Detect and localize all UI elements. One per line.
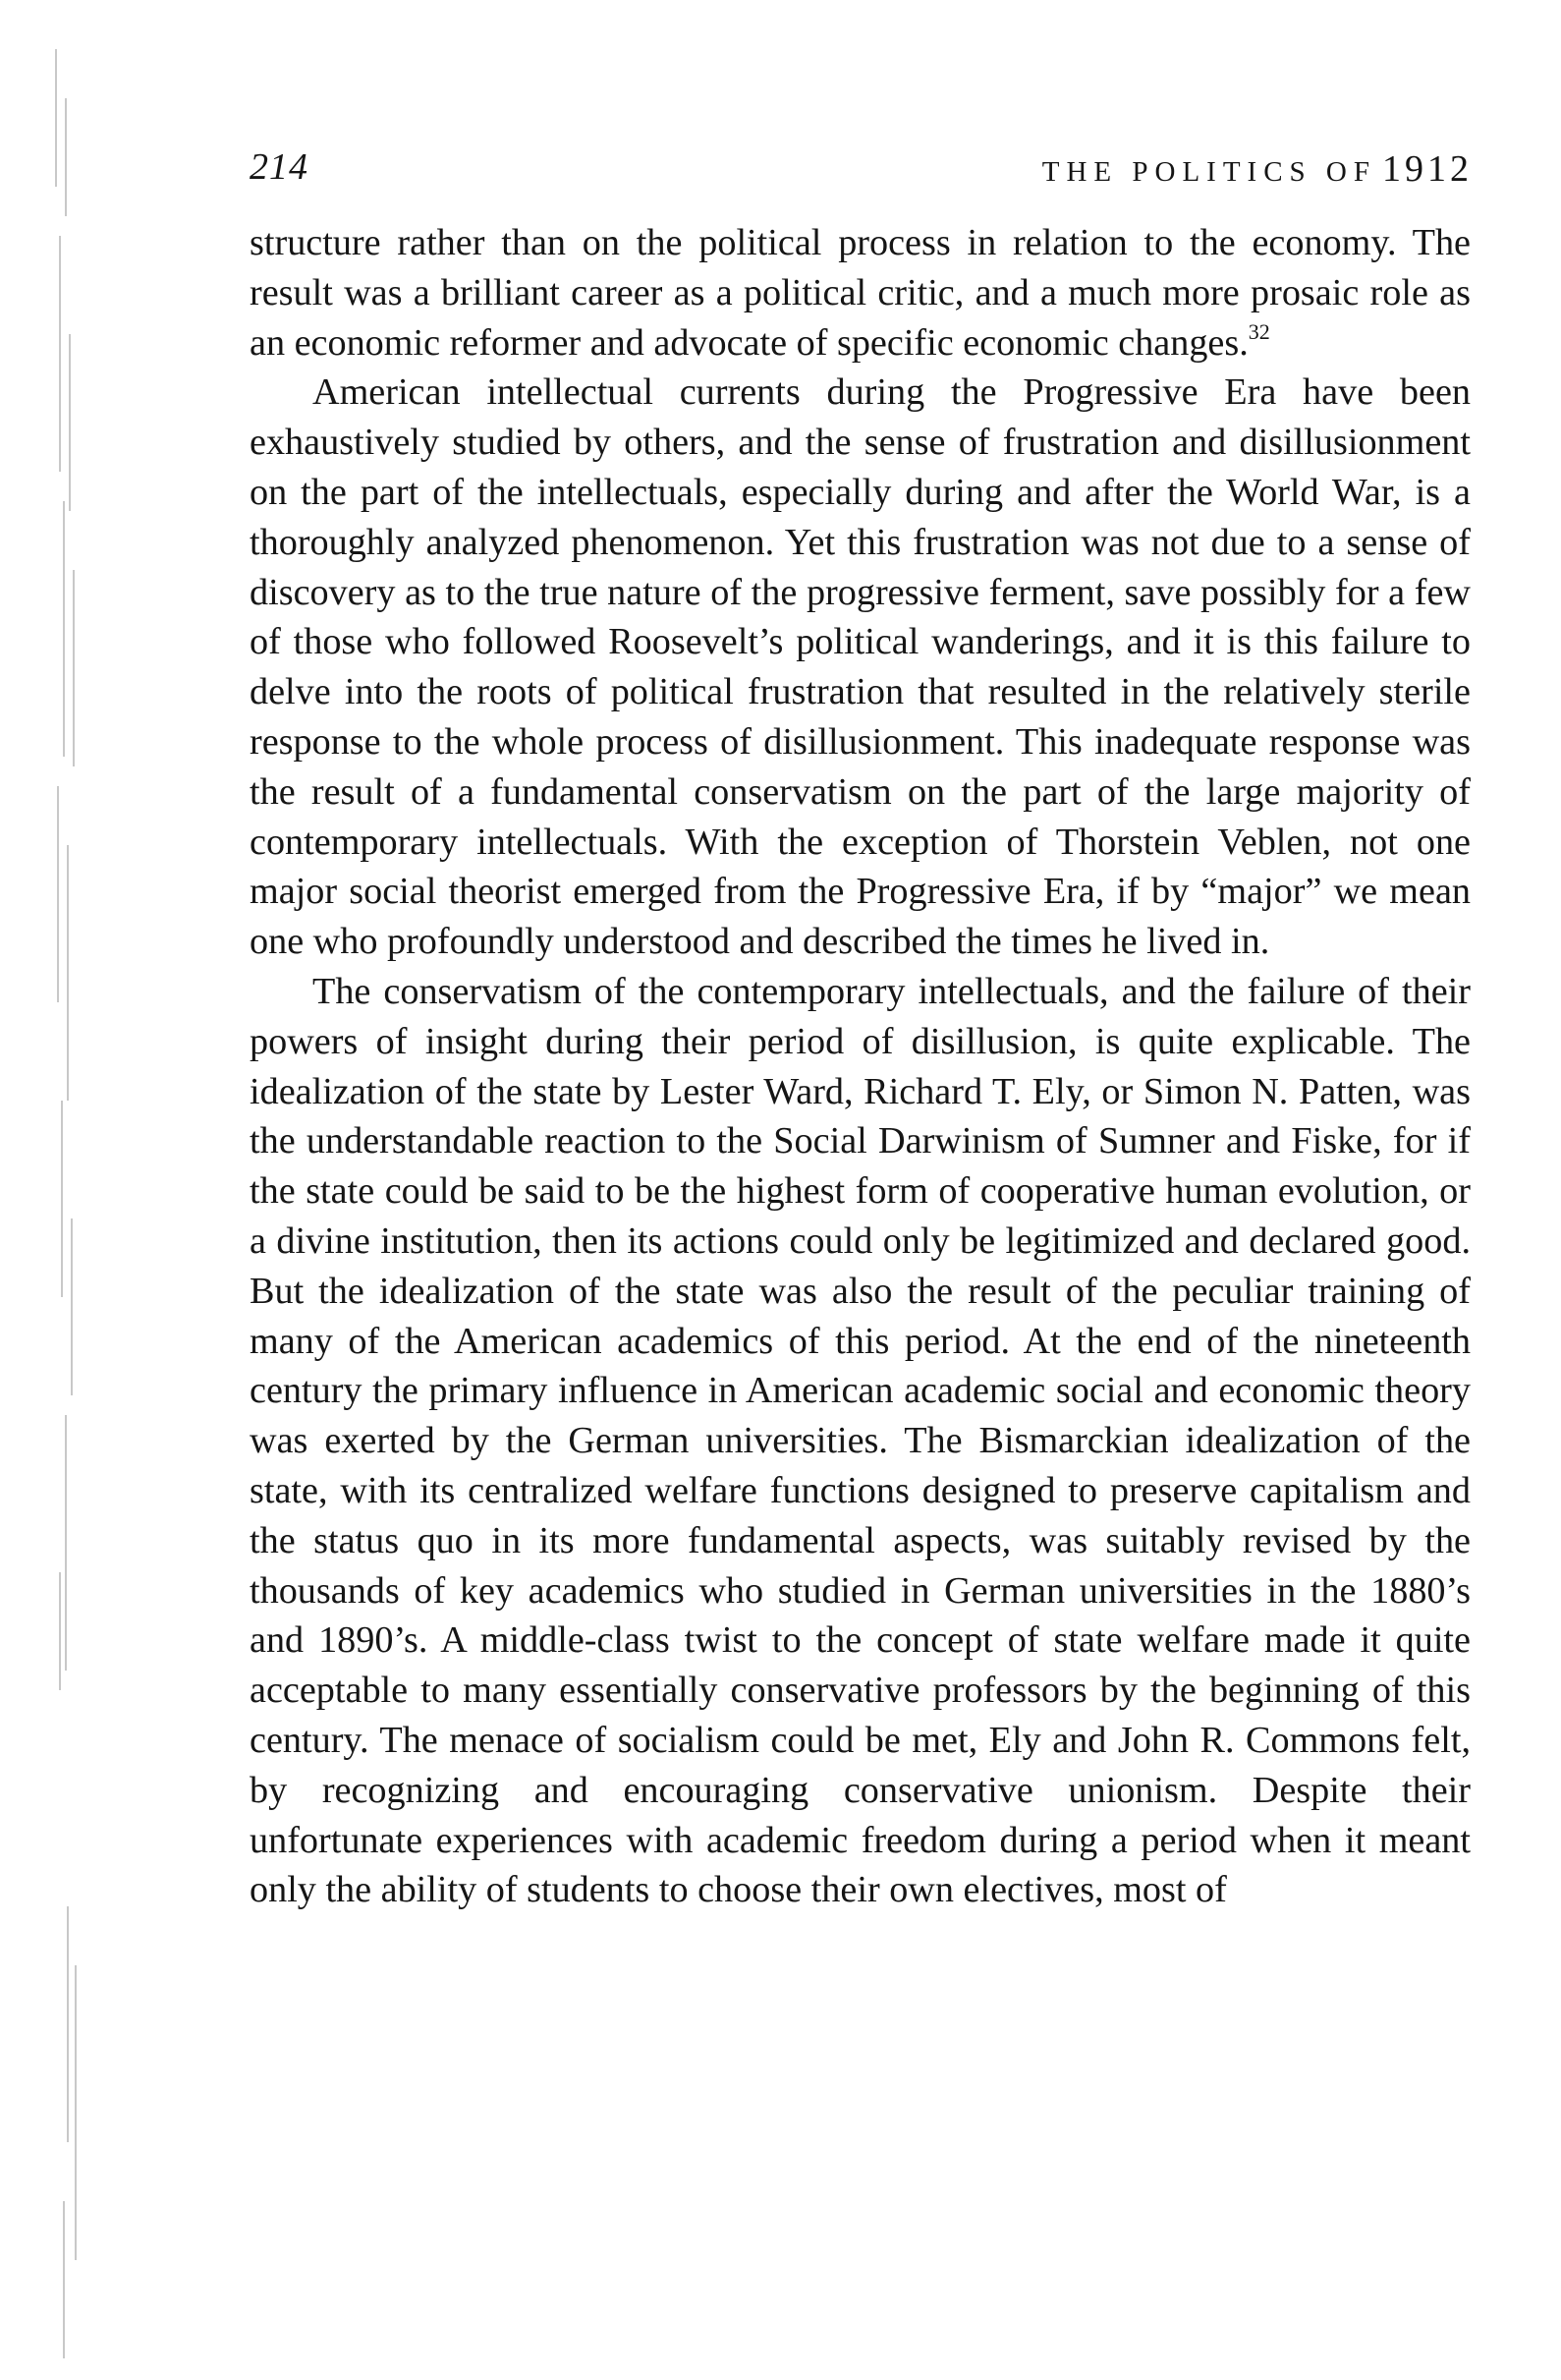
binding-gutter-marks (47, 39, 136, 2378)
body-text (250, 218, 1471, 1915)
running-head-title: THE POLITICS OF (1041, 156, 1376, 188)
paragraph-1 (250, 218, 1471, 368)
page-header (250, 145, 1473, 204)
running-head-year: 1912 (1382, 148, 1473, 190)
paragraph-3: The conservatism of the contemporary intellectuals, and the failure of their powers of insight during their period of disillusion, is quite explicable. The idealization of the state by Lester Ward, Richard T. Ely, or Simon N. Patten, was the understandable reaction to the Social Darwinism of Sumner and Fiske, for if the state could be said to be the highest form of cooperative human evolution, or a divine institution, then its actions could only be legitimized and declared good. But the idealization of the state was also the result of the peculiar training of many of the American academics of this period. At the end of the nineteenth century the primary influence in American academic social and economic theory was exerted by the German universities. The Bismarckian idealization of the state, with its centralized welfare functions designed to preserve capitalism and the status quo in its more fundamental aspects, was suitably revised by the thousands of key academics who studied in German universities in the 1880’s and 1890’s. A middle-class twist to the concept of state welfare made it quite acceptable to many essentially conservative professors by the beginning of this century. The menace of socialism could be met, Ely and John R. Commons felt, by recognizing and encouraging conservative unionism. Despite their unfortunate experiences with academic freedom during a period when it meant only the ability of students to choose their own electives, most of (250, 970, 1471, 1911)
page-number: 214 (250, 146, 308, 188)
footnote-reference: 32 (1248, 318, 1270, 344)
paragraph-1-text: structure rather than on the political process in relation to the economy. The result was a brilliant career as a political critic, and a much more prosaic role as an economic reformer and advocate of specific economic changes. (250, 222, 1471, 364)
paragraph-2: American intellectual currents during the Progressive Era have been exhaustively studied by others, and the sense of frustration and disillusionment on the part of the intellectuals, especially during and after the World War, is a thoroughly analyzed phenomenon. Yet this frustration was not due to a sense of discovery as to the true nature of the progressive ferment, save possibly for a few of those who followed Roosevelt’s political wanderings, and it is this failure to delve into the roots of political frustration that resulted in the relatively sterile response to the whole process of disillusionment. This inadequate response was the result of a fundamental conservatism on the part of the large majority of contemporary intellectuals. With the exception of Thorstein Veblen, not one major social theorist emerged from the Progressive Era, if by “major” we mean one who profoundly understood and described the times he lived in. (250, 371, 1471, 963)
running-head (1042, 147, 1473, 191)
